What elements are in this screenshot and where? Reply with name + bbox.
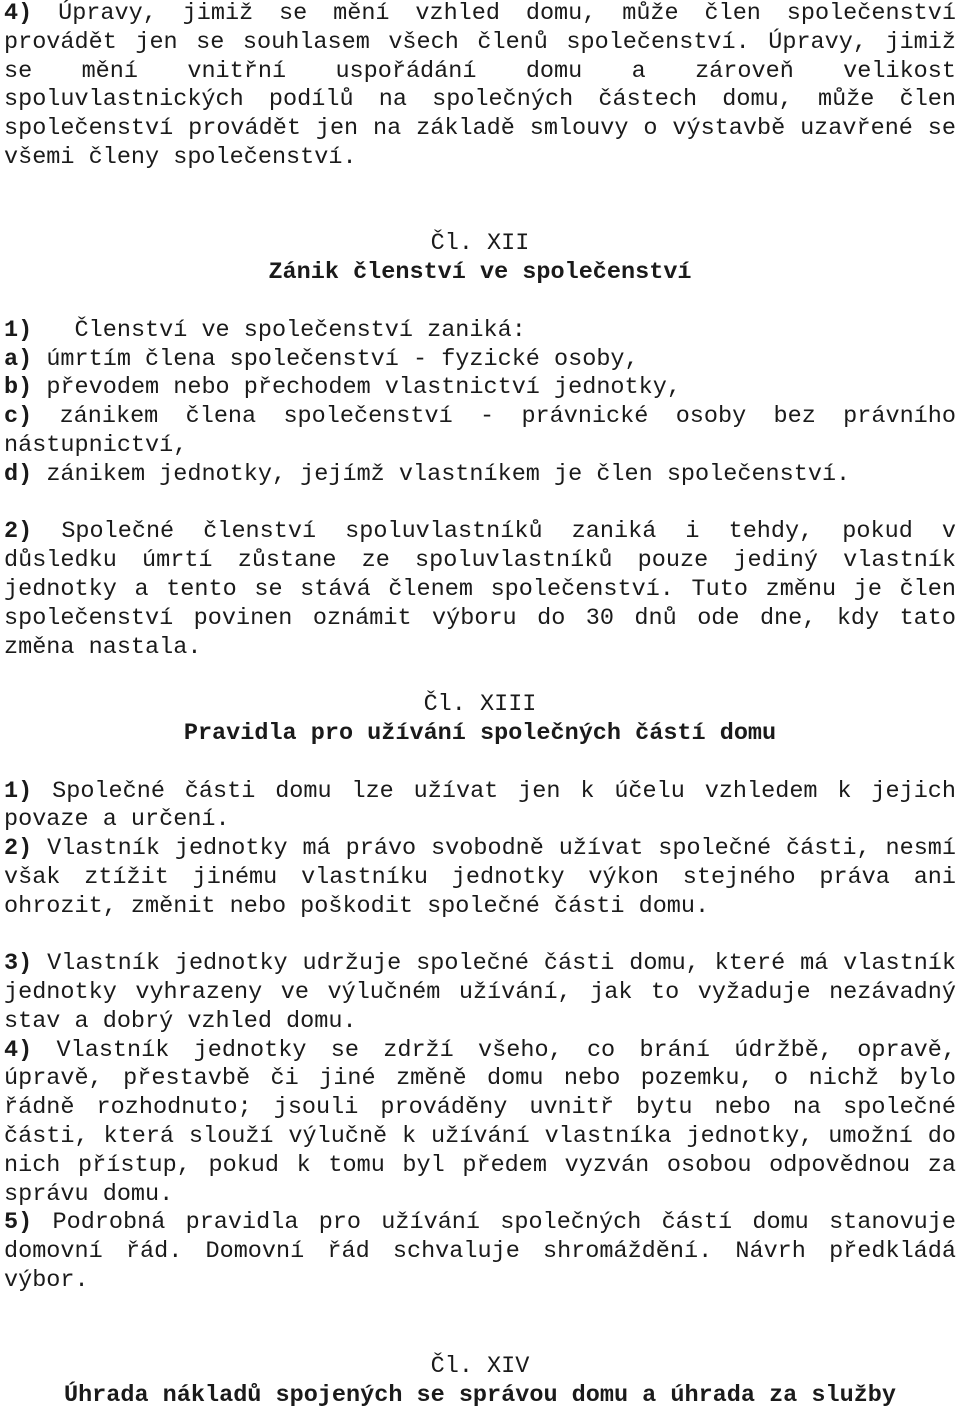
art12-item-b: b) převodem nebo přechodem vlastnictví jednotky, <box>4 374 681 402</box>
paragraph-text: Společné členství spoluvlastníků zaniká i tehdy, pokud v důsledku úmrtí zůstane ze spoluvlastníků pouze jediný vlastník jednotky a tento se stává členem společenství. Tuto změnu je člen společenství povinen oznámit výboru do 30 dnů ode dne, kdy tato změna nastala. <box>4 518 957 661</box>
art12-paragraph-1 <box>4 317 956 346</box>
article-12-title: Zánik členství ve společenství <box>268 259 692 287</box>
article-12-label: Čl. XII <box>430 230 530 258</box>
art13-paragraph-5: 5) Podrobná pravidla pro užívání společných částí domu stanovuje domovní řád. Domovní řád schvaluje shromáždění. Návrh předkládá výbor. <box>4 1209 956 1295</box>
art13-paragraph-1: 1) Společné části domu lze užívat jen k účelu vzhledem k jejich povaze a určení. <box>4 777 957 834</box>
art13-paragraph-2: 2) Vlastník jednotky má právo svobodně užívat společné části, nesmí však ztížit jinému vlastníku jednotky výkon stejného práva ani ohrozit, změnit nebo poškodit společné části domu. <box>4 835 957 920</box>
intro-paragraph <box>4 0 956 173</box>
art13-paragraph-3: 3) Vlastník jednotky udržuje společné části domu, které má vlastník jednotky vyhrazeny ve výlučném užívání, jak to vyžaduje nezávadný stav a dobrý vzhled domu. <box>4 950 957 1035</box>
paragraph-text: Úpravy, jimiž se mění vzhled domu, může člen společenství provádět jen se souhlasem všech členů společenství. Úpravy, jimiž se mění vnitřní uspořádání domu a zároveň velikost spoluvlastnických podílů na společných částech domu, může člen společenství provádět jen na základě smlouvy o výstavbě uzavřené se všemi členy společenství. <box>4 0 956 171</box>
article-14-label: Čl. XIV <box>430 1353 530 1381</box>
article-14-title: Úhrada nákladů spojených se správou domu a úhrada za služby <box>63 1382 897 1410</box>
paragraph-number: 1) <box>4 316 33 344</box>
paragraph-number: 2) <box>4 518 33 546</box>
art13-paragraph-4: 4) Vlastník jednotky se zdrží všeho, co brání údržbě, opravě, úpravě, přestavbě či jiné změně domu nebo pozemku, o nichž bylo řádně rozhodnuto; jsouli prováděny uvnitř bytu nebo na společné části, která slouží výlučně k užívání vlastníka jednotky, umožní do nich přístup, pokud k tomu byl předem vyzván osobou odpovědnou za správu domu. <box>4 1036 956 1208</box>
paragraph-number: 4) <box>4 0 33 27</box>
paragraph-text: Členství ve společenství zaniká: <box>74 316 526 344</box>
art12-item-c: c) zánikem člena společenství - právnické osoby bez právního nástupnictví, <box>4 403 956 459</box>
article-13-title: Pravidla pro užívání společných částí domu <box>183 719 777 747</box>
art12-item-a: a) úmrtím člena společenství - fyzické osoby, <box>4 345 639 373</box>
article-13-label: Čl. XIII <box>423 691 537 719</box>
art12-paragraph-2 <box>4 518 956 662</box>
art12-item-d: d) zánikem jednotky, jejímž vlastníkem je člen společenství. <box>4 460 851 488</box>
